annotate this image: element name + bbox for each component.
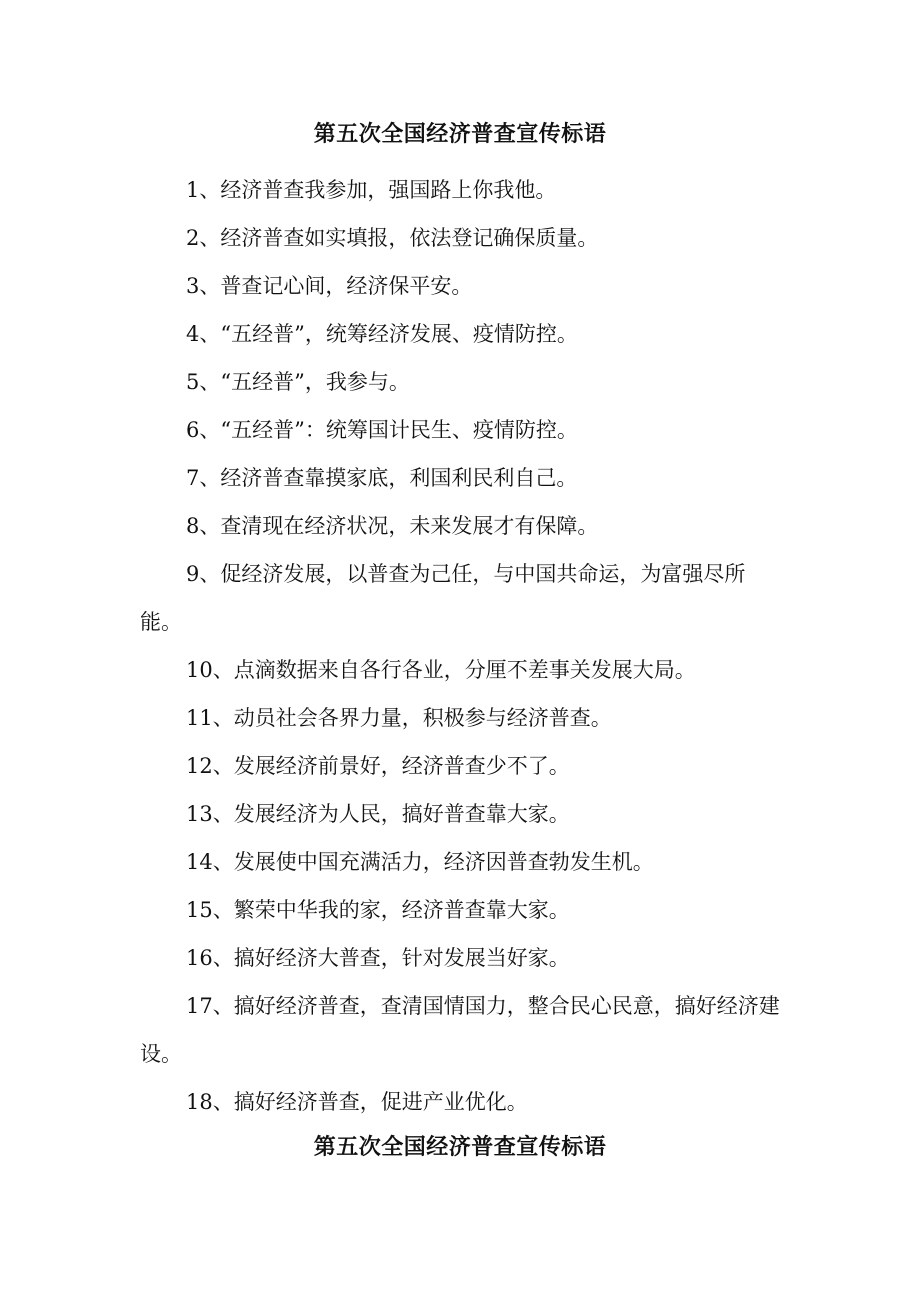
- list-item: 17、搞好经济普查，查清国情国力，整合民心民意，搞好经济建设。: [140, 994, 780, 1066]
- list-item: 1、经济普查我参加，强国路上你我他。: [186, 178, 557, 202]
- list-item: 5、“五经普”，我参与。: [186, 370, 410, 394]
- list-item: 12、发展经济前景好，经济普查少不了。: [186, 754, 570, 778]
- list-item: 4、“五经普”，统筹经济发展、疫情防控。: [186, 322, 578, 346]
- list-item: 7、经济普查靠摸家底，利国利民利自己。: [186, 466, 578, 490]
- list-item: 3、普查记心间，经济保平安。: [186, 274, 473, 298]
- list-item: 13、发展经济为人民，搞好普查靠大家。: [186, 802, 570, 826]
- list-item: 10、点滴数据来自各行各业，分厘不差事关发展大局。: [186, 658, 696, 682]
- list-item: 6、“五经普”：统筹国计民生、疫情防控。: [186, 418, 578, 442]
- list-item: 16、搞好经济大普查，针对发展当好家。: [186, 946, 570, 970]
- list-item: 9、促经济发展，以普查为己任，与中国共命运，为富强尽所能。: [140, 562, 746, 634]
- list-item: 14、发展使中国充满活力，经济因普查勃发生机。: [186, 850, 654, 874]
- list-item: 18、搞好经济普查，促进产业优化。: [186, 1090, 528, 1114]
- page-title-repeat: 第五次全国经济普查宣传标语: [313, 1135, 607, 1160]
- list-item: 15、繁荣中华我的家，经济普查靠大家。: [186, 898, 570, 922]
- list-item: 2、经济普查如实填报，依法登记确保质量。: [186, 226, 599, 250]
- slogan-list: [140, 166, 780, 1126]
- list-item: 11、动员社会各界力量，积极参与经济普查。: [186, 706, 612, 730]
- list-item: 8、查清现在经济状况，未来发展才有保障。: [186, 514, 599, 538]
- page-title: 第五次全国经济普查宣传标语: [313, 122, 607, 147]
